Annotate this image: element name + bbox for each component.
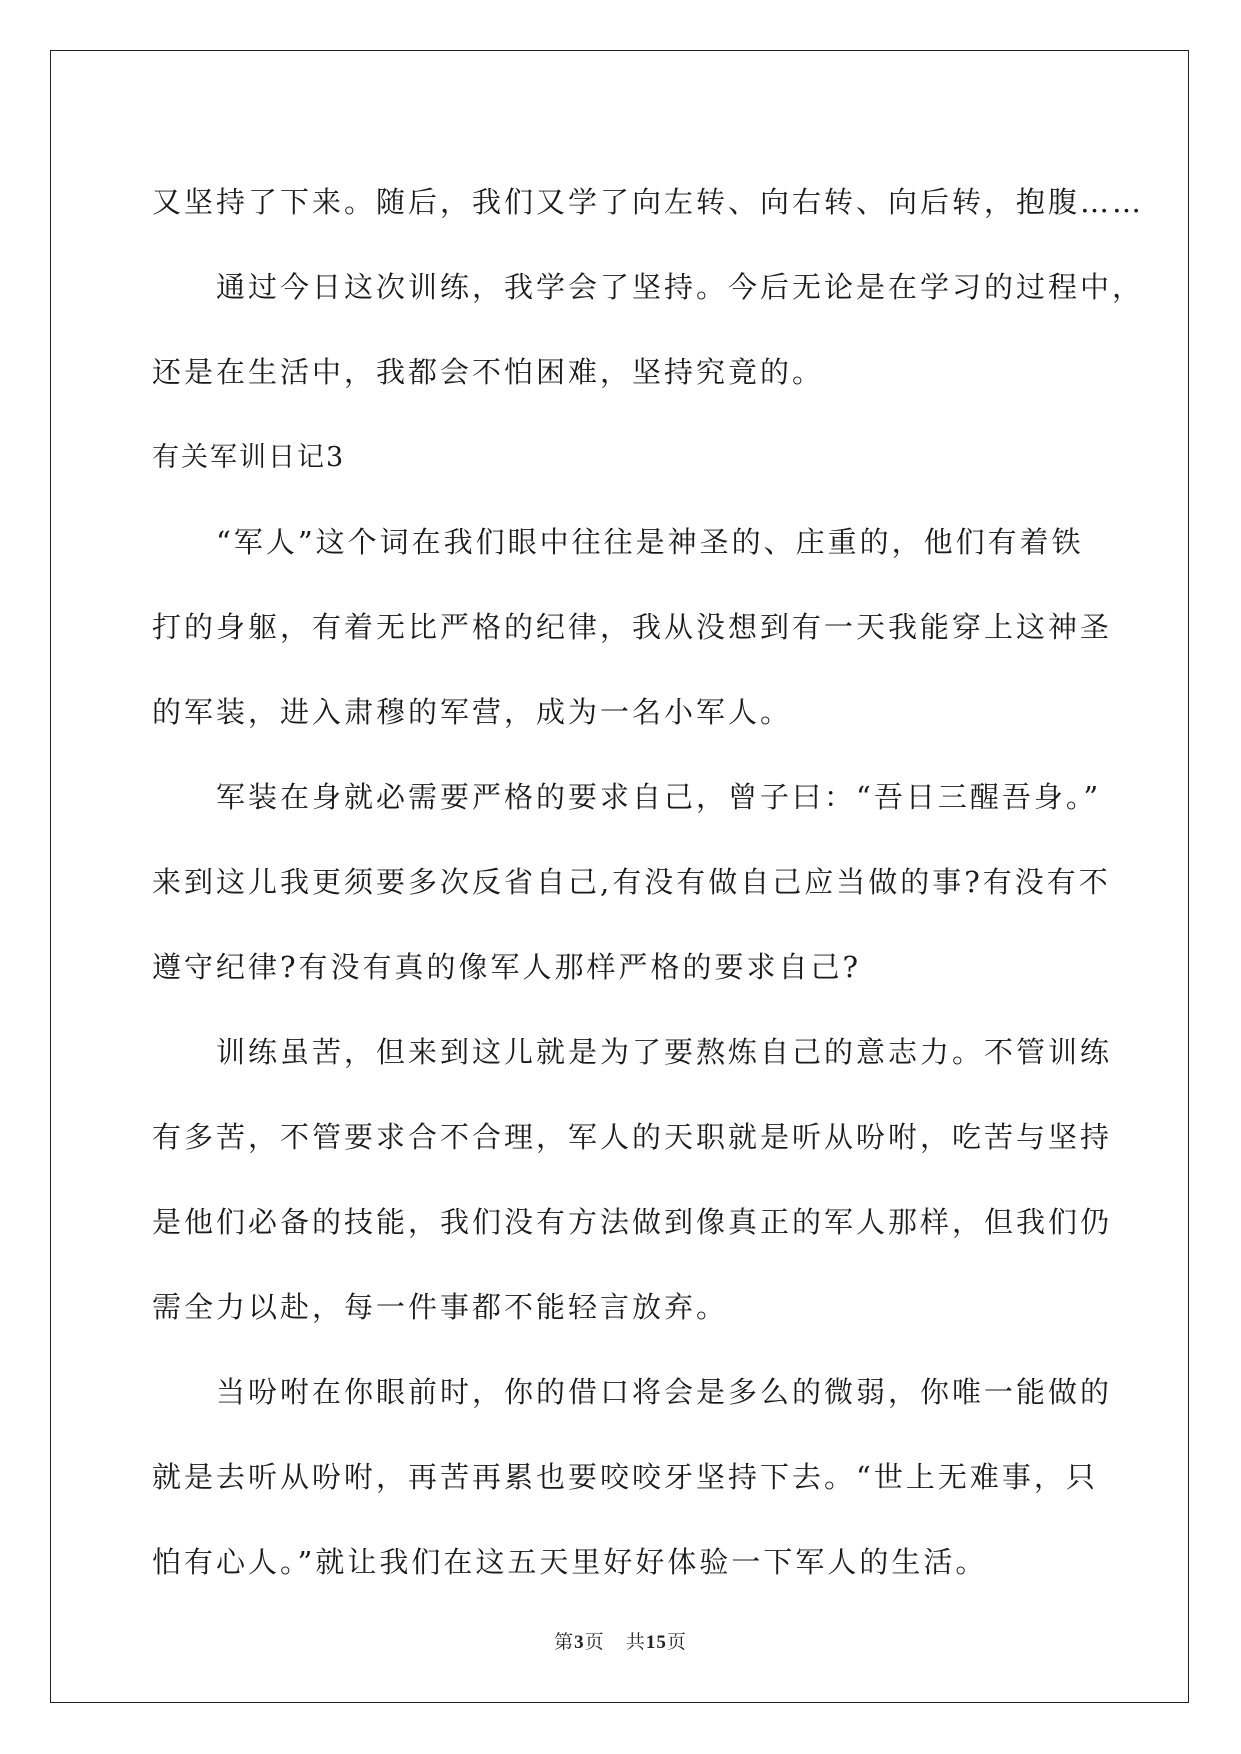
paragraph-start-line: 训练虽苦，但来到这儿就是为了要熬炼自己的意志力。不管训练 <box>216 1035 1113 1069</box>
text-line: 又坚持了下来。随后，我们又学了向左转、向右转、向后转，抱腹…… <box>152 185 1145 219</box>
text-line: 还是在生活中，我都会不怕困难，坚持究竟的。 <box>152 355 825 389</box>
paragraph-start-line: 军装在身就必需要严格的要求自己，曾子曰：“吾日三醒吾身。” <box>216 780 1102 814</box>
total-label-prefix: 共 <box>625 1631 646 1653</box>
text-line: 怕有心人。”就让我们在这五天里好好体验一下军人的生活。 <box>152 1545 988 1579</box>
page-label-word: 页 <box>584 1631 605 1653</box>
text-line: 来到这儿我更须要多次反省自己,有没有做自己应当做的事?有没有不 <box>152 865 1111 899</box>
text-line: 就是去听从吩咐，再苦再累也要咬咬牙坚持下去。“世上无难事，只 <box>152 1460 1098 1494</box>
section-heading: 有关军训日记3 <box>152 442 346 473</box>
page-label-prefix: 第 <box>554 1631 575 1653</box>
text-line: 遵守纪律?有没有真的像军人那样严格的要求自己? <box>152 950 862 984</box>
text-line: 需全力以赴，每一件事都不能轻言放弃。 <box>152 1290 729 1324</box>
current-page-number: 3 <box>574 1632 585 1653</box>
text-line: 有多苦，不管要求合不合理，军人的天职就是听从吩咐，吃苦与坚持 <box>152 1120 1113 1154</box>
text-line: 的军装，进入肃穆的军营，成为一名小军人。 <box>152 695 793 729</box>
total-label-suffix: 页 <box>666 1631 687 1653</box>
text-line: 打的身躯，有着无比严格的纪律，我从没想到有一天我能穿上这神圣 <box>152 610 1113 644</box>
text-line: 是他们必备的技能，我们没有方法做到像真正的军人那样，但我们仍 <box>152 1205 1113 1239</box>
paragraph-start-line: “军人”这个词在我们眼中往往是神圣的、庄重的，他们有着铁 <box>216 525 1084 559</box>
page-footer <box>0 1627 1241 1654</box>
document-body <box>152 160 1145 1605</box>
total-page-count: 15 <box>645 1632 667 1653</box>
paragraph-start-line: 当吩咐在你眼前时，你的借口将会是多么的微弱，你唯一能做的 <box>216 1375 1113 1409</box>
paragraph-start-line: 通过今日这次训练，我学会了坚持。今后无论是在学习的过程中， <box>216 270 1145 304</box>
